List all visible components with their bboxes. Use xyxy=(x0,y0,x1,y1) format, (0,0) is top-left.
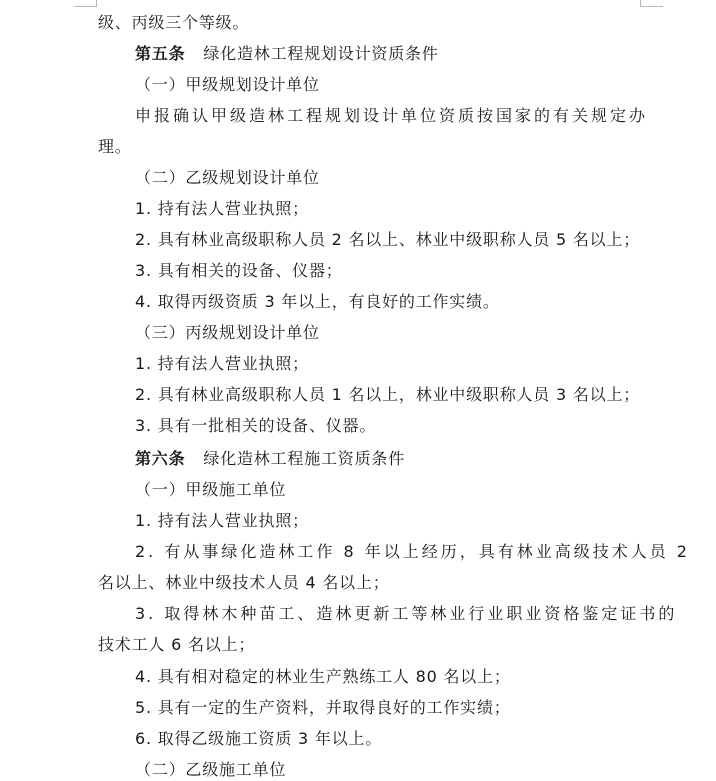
list-item: 3. 具有相关的设备、仪器； xyxy=(135,261,343,280)
paragraph-line: 名以上、林业中级技术人员 4 名以上； xyxy=(98,573,390,592)
list-item: 4. 具有相对稳定的林业生产熟练工人 80 名以上； xyxy=(135,667,511,686)
list-item: 3. 具有一批相关的设备、仪器。 xyxy=(135,416,377,435)
list-item: 1. 持有法人营业执照； xyxy=(135,511,309,530)
list-item: 6. 取得乙级施工资质 3 年以上。 xyxy=(135,729,383,748)
paragraph-line: 理。 xyxy=(98,137,132,156)
article-title: 绿化造林工程规划设计资质条件 xyxy=(203,44,439,63)
page-corner-mark-left xyxy=(74,0,97,7)
article-heading-6 xyxy=(135,449,405,469)
paragraph-line: 申报确认甲级造林工程规划设计单位资质按国家的有关规定办 xyxy=(135,106,649,125)
list-item: 4. 取得丙级资质 3 年以上，有良好的工作实绩。 xyxy=(135,292,500,311)
section-heading: （二）乙级施工单位 xyxy=(135,760,287,779)
list-item: 1. 持有法人营业执照； xyxy=(135,199,309,218)
list-item: 3. 取得林木种苗工、造林更新工等林业行业职业资格鉴定证书的 xyxy=(135,604,678,623)
article-number: 第五条 xyxy=(135,44,186,63)
article-heading-5 xyxy=(135,44,439,64)
article-title: 绿化造林工程施工资质条件 xyxy=(203,449,406,468)
paragraph-line: 级、丙级三个等级。 xyxy=(98,13,250,32)
list-item: 5. 具有一定的生产资料，并取得良好的工作实绩； xyxy=(135,698,511,717)
section-heading: （一）甲级施工单位 xyxy=(135,480,287,499)
list-item: 2. 具有林业高级职称人员 2 名以上、林业中级职称人员 5 名以上； xyxy=(135,230,641,249)
list-item: 1. 持有法人营业执照； xyxy=(135,354,309,373)
section-heading: （二）乙级规划设计单位 xyxy=(135,168,320,187)
page-corner-mark-right xyxy=(640,0,663,7)
section-heading: （一）甲级规划设计单位 xyxy=(135,75,320,94)
list-item: 2. 有从事绿化造林工作 8 年以上经历，具有林业高级技术人员 2 xyxy=(135,542,690,561)
paragraph-line: 技术工人 6 名以上； xyxy=(98,635,256,654)
article-number: 第六条 xyxy=(135,449,186,468)
section-heading: （三）丙级规划设计单位 xyxy=(135,323,320,342)
list-item: 2. 具有林业高级职称人员 1 名以上，林业中级职称人员 3 名以上； xyxy=(135,385,641,404)
